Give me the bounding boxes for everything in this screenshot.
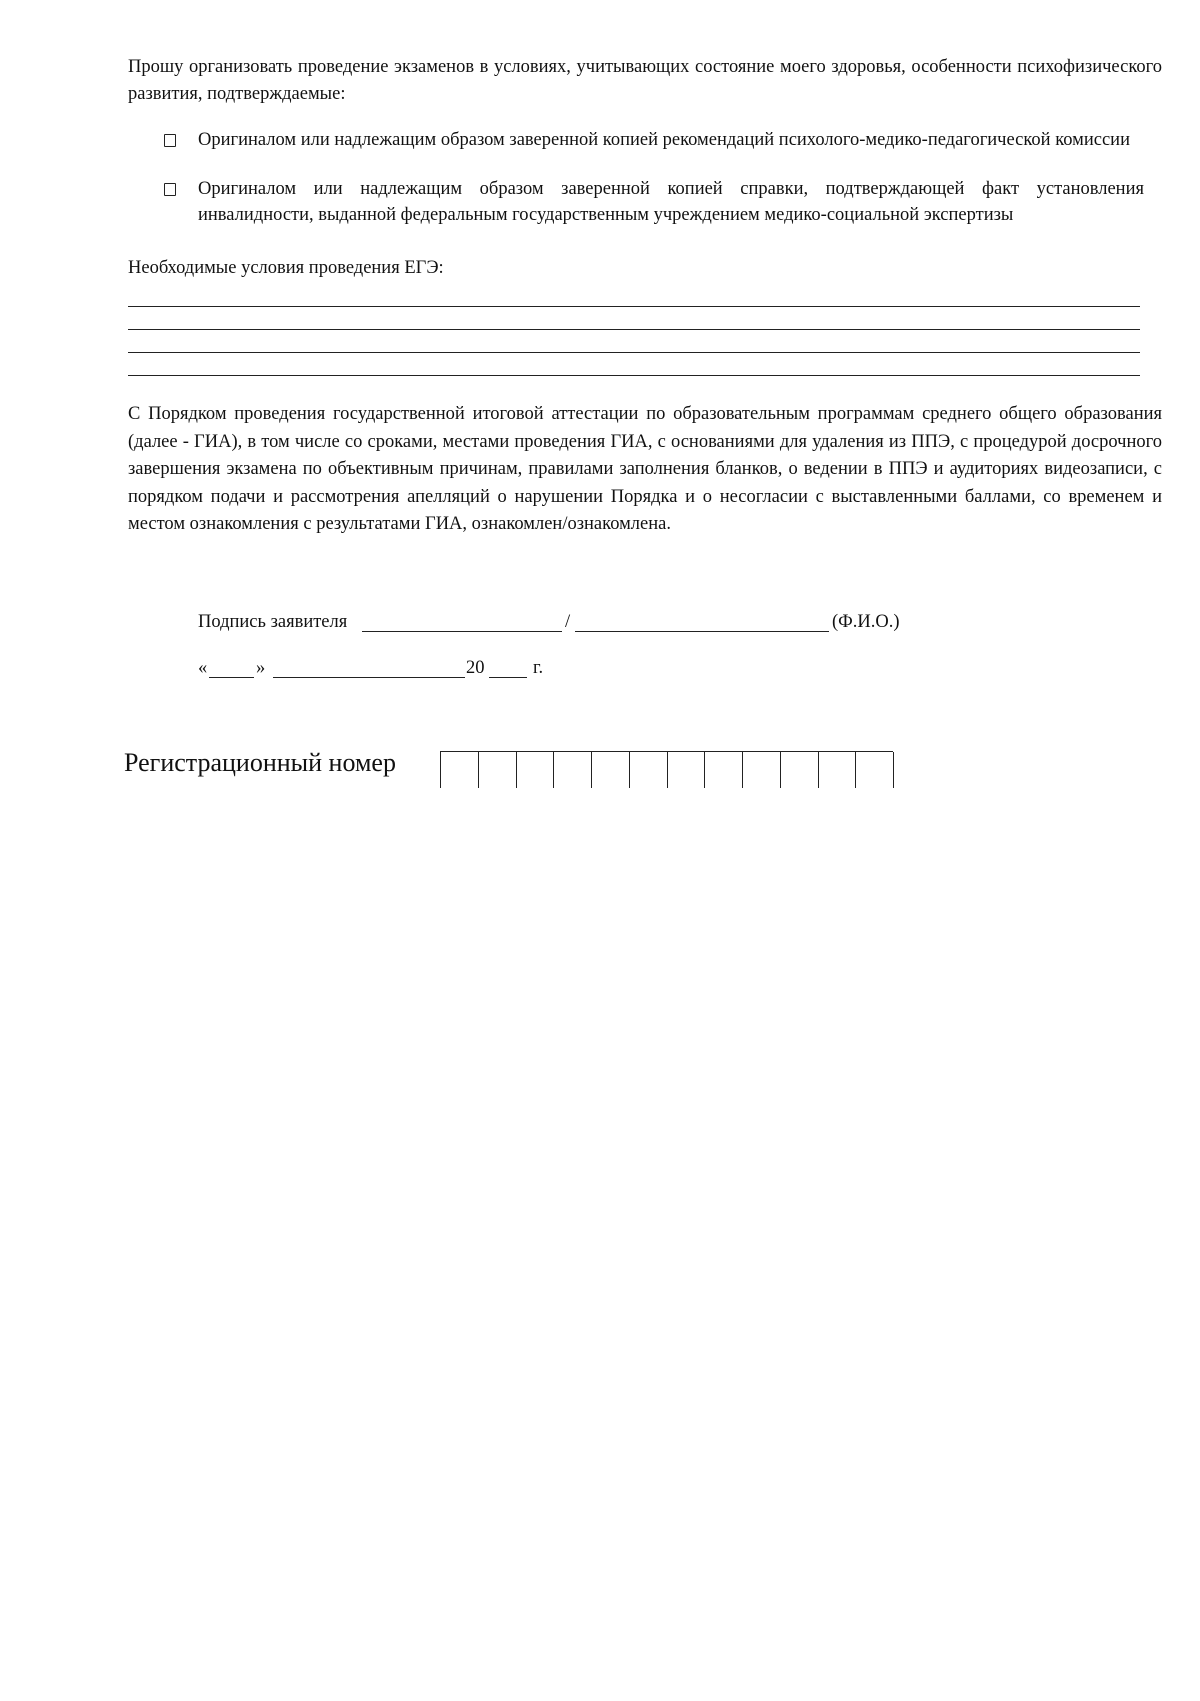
agreement-paragraph: С Порядком проведения государственной итоговой аттестации по образовательным программам среднего общего образования (далее - ГИА), в том числе со сроками, местами проведения ГИА, с основаниями для удаления из ППЭ, с процедурой досрочного завершения экзамена по объективным причинам, правилами заполнения бланков, о ведении в ППЭ и аудиториях видеозаписи, с порядком подачи и рассмотрения апелляций о нарушении Порядка и о несогласии с выставленными баллами, со временем и местом ознакомления с результатами ГИА, ознакомлен/ознакомлена. bbox=[128, 404, 1162, 534]
registration-cell-divider bbox=[742, 752, 743, 788]
registration-cell-divider bbox=[667, 752, 668, 788]
conditions-label: Необходимые условия проведения ЕГЭ: bbox=[128, 258, 444, 278]
fio-field[interactable] bbox=[575, 631, 829, 632]
signature-separator: / bbox=[565, 612, 571, 632]
intro-paragraph: Прошу организовать проведение экзаменов в условиях, учитывающих состояние моего здоровья, особенности психофизического развития, подтверждаемые: bbox=[128, 57, 1162, 104]
registration-cell-divider bbox=[516, 752, 517, 788]
signature-field[interactable] bbox=[362, 631, 562, 632]
conditions-line[interactable] bbox=[128, 352, 1140, 353]
registration-cell-divider bbox=[704, 752, 705, 788]
day-field[interactable] bbox=[209, 677, 254, 678]
registration-cell-divider bbox=[780, 752, 781, 788]
signature-label: Подпись заявителя bbox=[198, 612, 348, 632]
registration-number-cells[interactable] bbox=[440, 751, 893, 787]
conditions-line[interactable] bbox=[128, 375, 1140, 376]
year-prefix: 20 bbox=[466, 658, 485, 678]
registration-cell-divider bbox=[591, 752, 592, 788]
checkbox-icon[interactable] bbox=[164, 134, 176, 147]
registration-cell-divider bbox=[440, 752, 441, 788]
registration-cell-divider bbox=[553, 752, 554, 788]
year-suffix: г. bbox=[533, 658, 544, 678]
registration-label: Регистрационный номер bbox=[124, 748, 396, 777]
checkbox-icon[interactable] bbox=[164, 183, 176, 196]
conditions-line[interactable] bbox=[128, 329, 1140, 330]
option-text: Оригиналом или надлежащим образом заверенной копией рекомендаций психолого-медико-педагогической комиссии bbox=[198, 130, 1130, 150]
date-open-quote: « bbox=[198, 658, 208, 678]
registration-cell-divider bbox=[818, 752, 819, 788]
option-text: Оригиналом или надлежащим образом заверенной копией справки, подтверждающей факт установления инвалидности, выданной федеральным государственным учреждением медико-социальной экспертизы bbox=[198, 179, 1144, 225]
year-field[interactable] bbox=[489, 677, 527, 678]
conditions-line[interactable] bbox=[128, 306, 1140, 307]
registration-cell-divider bbox=[893, 752, 894, 788]
registration-cell-divider bbox=[478, 752, 479, 788]
registration-cell-divider bbox=[855, 752, 856, 788]
fio-label: (Ф.И.О.) bbox=[832, 612, 900, 632]
month-field[interactable] bbox=[273, 677, 465, 678]
date-close-quote: » bbox=[256, 658, 266, 678]
registration-cell-divider bbox=[629, 752, 630, 788]
